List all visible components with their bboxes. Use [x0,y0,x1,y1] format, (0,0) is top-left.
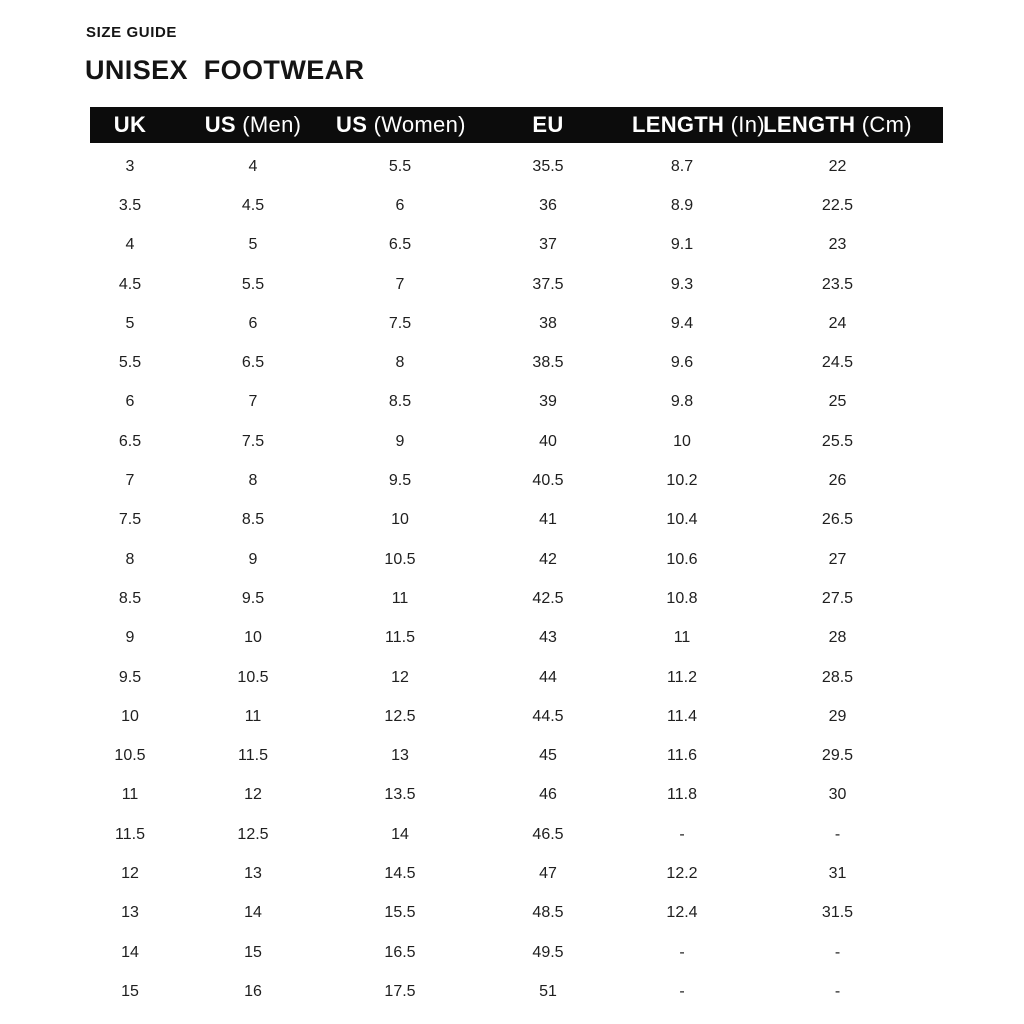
table-cell: 41 [539,511,557,529]
table-cell: 5.5 [388,157,412,175]
header-cell-label: US [204,112,236,137]
table-cell: 36 [539,196,557,214]
table-cell: 8 [395,354,405,372]
size-table-header-row [90,107,943,143]
table-cell: 17.5 [384,982,416,1000]
table-cell: 6 [248,314,258,332]
table-row [90,972,943,1011]
table-cell: 5 [125,314,135,332]
table-cell: 10.2 [666,472,698,490]
table-cell: 39 [539,393,557,411]
table-cell: - [679,943,685,961]
table-cell: 29.5 [821,747,854,765]
header-cell-sublabel: (Women) [367,112,466,137]
size-table-body [90,147,943,1012]
table-row [90,147,943,186]
header-cell-label: US [336,112,368,137]
table-cell: 11.5 [115,825,145,843]
table-cell: 46.5 [532,825,564,843]
table-cell: 4 [125,236,135,254]
table-row [90,383,943,422]
table-cell: 51 [539,982,557,1000]
size-table [90,107,943,1012]
table-cell: 7.5 [118,511,142,529]
table-cell: 8 [125,550,135,568]
table-cell: 6.5 [241,354,265,372]
table-cell: 10.8 [666,589,698,607]
table-cell: 12 [121,864,139,882]
table-cell: 12.5 [237,825,269,843]
table-cell: 49.5 [532,943,564,961]
table-cell: 42.5 [532,589,564,607]
table-cell: 22.5 [821,196,854,214]
table-cell: 14.5 [384,864,416,882]
table-cell: 10.5 [237,668,269,686]
table-cell: 35.5 [532,157,564,175]
table-cell: 11 [121,786,139,804]
table-row [90,343,943,382]
table-cell: 12.4 [666,904,698,922]
header-cell-sublabel: (Men) [235,112,302,137]
header-cell [336,112,464,138]
table-cell: - [679,825,685,843]
table-cell: 9 [125,629,135,647]
header-cell [464,112,632,138]
table-row [90,461,943,500]
table-cell: 16.5 [384,943,416,961]
table-cell: 14 [391,825,409,843]
table-cell: 11.5 [385,629,415,647]
table-cell: 4 [248,157,258,175]
table-cell: - [834,943,841,961]
table-row [90,815,943,854]
table-cell: 7 [248,393,258,411]
table-cell: 9.3 [670,275,694,293]
table-cell: 22 [828,157,847,175]
table-cell: 6 [125,393,135,411]
table-cell: 30 [828,786,847,804]
header-cell-label: UK [113,112,147,137]
table-cell: 9 [395,432,405,450]
table-cell: 11 [244,707,262,725]
table-cell: 13.5 [384,786,416,804]
table-cell: 5.5 [241,275,265,293]
table-cell: 46 [539,786,557,804]
table-cell: 40 [539,432,557,450]
size-guide-label: SIZE GUIDE [86,24,178,41]
table-cell: 13 [391,747,409,765]
table-row [90,619,943,658]
table-cell: 8.5 [118,589,142,607]
header-cell [632,112,765,138]
table-cell: 40.5 [532,472,564,490]
header-cell-sublabel: (Cm) [855,112,912,137]
table-cell: 7.5 [388,314,412,332]
table-row [90,226,943,265]
table-cell: 11 [673,629,691,647]
table-row [90,854,943,893]
table-cell: 16 [244,982,262,1000]
header-cell-sublabel: (In) [724,112,765,137]
table-cell: - [834,825,841,843]
table-cell: 9.5 [241,589,265,607]
table-cell: 42 [539,550,557,568]
table-cell: 15 [244,943,262,961]
table-cell: 23 [828,236,847,254]
table-cell: 14 [121,943,139,961]
table-cell: 4.5 [118,275,142,293]
table-cell: - [679,982,685,1000]
table-cell: 6.5 [388,236,412,254]
table-cell: 48.5 [532,904,564,922]
table-cell: 12.5 [384,707,416,725]
table-cell: 9 [248,550,258,568]
table-cell: 5.5 [118,354,142,372]
table-cell: 9.6 [670,354,694,372]
table-row [90,579,943,618]
table-cell: 10 [244,629,262,647]
table-cell: 9.1 [670,236,694,254]
table-cell: 10.5 [384,550,416,568]
table-cell: 3 [125,157,135,175]
table-cell: 9.5 [118,668,142,686]
table-cell: 38 [539,314,557,332]
table-cell: 12 [244,786,262,804]
table-cell: 10 [673,432,691,450]
table-cell: 25 [828,393,847,411]
table-cell: 47 [539,864,557,882]
table-row [90,540,943,579]
table-row [90,894,943,933]
header-cell-label: EU [532,112,564,137]
table-row [90,501,943,540]
table-cell: 14 [244,904,262,922]
table-cell: 15.5 [384,904,416,922]
table-row [90,736,943,775]
table-cell: 15 [121,982,139,1000]
table-cell: 44.5 [532,707,564,725]
table-cell: 38.5 [532,354,564,372]
table-cell: 31.5 [821,904,854,922]
header-cell-label: LENGTH [632,112,725,137]
table-cell: 13 [244,864,262,882]
table-cell: 24.5 [821,354,854,372]
table-row [90,658,943,697]
table-cell: 10.5 [114,747,146,765]
header-cell [90,112,170,138]
table-cell: 37.5 [532,275,564,293]
table-cell: 28 [828,629,847,647]
table-row [90,933,943,972]
table-cell: 6.5 [118,432,142,450]
table-cell: 28.5 [821,668,854,686]
table-cell: 8.9 [670,196,694,214]
header-cell [170,112,336,138]
table-cell: 11.4 [667,707,697,725]
table-cell: 9.8 [670,393,694,411]
table-cell: 31 [828,864,847,882]
table-cell: 23.5 [821,275,854,293]
table-cell: - [834,982,841,1000]
table-cell: 8.7 [670,157,694,175]
table-cell: 10.4 [666,511,698,529]
table-row [90,304,943,343]
table-row [90,776,943,815]
table-cell: 7 [125,472,135,490]
table-cell: 44 [539,668,557,686]
table-cell: 12 [391,668,409,686]
table-cell: 12.2 [666,864,698,882]
table-cell: 11.5 [238,747,268,765]
table-cell: 37 [539,236,557,254]
table-cell: 27.5 [821,589,854,607]
table-cell: 45 [539,747,557,765]
table-row [90,265,943,304]
table-cell: 24 [828,314,847,332]
table-cell: 6 [395,196,405,214]
table-cell: 8.5 [241,511,265,529]
table-cell: 11 [391,589,409,607]
page-title: UNISEX FOOTWEAR [85,55,365,85]
table-cell: 27 [828,550,847,568]
header-cell [732,112,943,138]
table-cell: 25.5 [821,432,854,450]
table-cell: 43 [539,629,557,647]
table-cell: 10.6 [666,550,698,568]
table-cell: 5 [248,236,258,254]
table-row [90,697,943,736]
table-cell: 7.5 [241,432,265,450]
table-cell: 11.2 [667,668,697,686]
table-cell: 26.5 [821,511,854,529]
table-cell: 11.6 [667,747,697,765]
table-row [90,422,943,461]
table-cell: 11.8 [667,786,697,804]
table-cell: 8.5 [388,393,412,411]
table-cell: 4.5 [241,196,265,214]
table-cell: 13 [121,904,139,922]
table-row [90,186,943,225]
table-cell: 8 [248,472,258,490]
table-cell: 3.5 [118,196,142,214]
table-cell: 26 [828,472,847,490]
table-cell: 9.5 [388,472,412,490]
table-cell: 10 [121,707,139,725]
table-cell: 9.4 [670,314,694,332]
table-cell: 10 [391,511,409,529]
table-cell: 29 [828,707,847,725]
header-cell-label: LENGTH [763,112,856,137]
table-cell: 7 [395,275,405,293]
